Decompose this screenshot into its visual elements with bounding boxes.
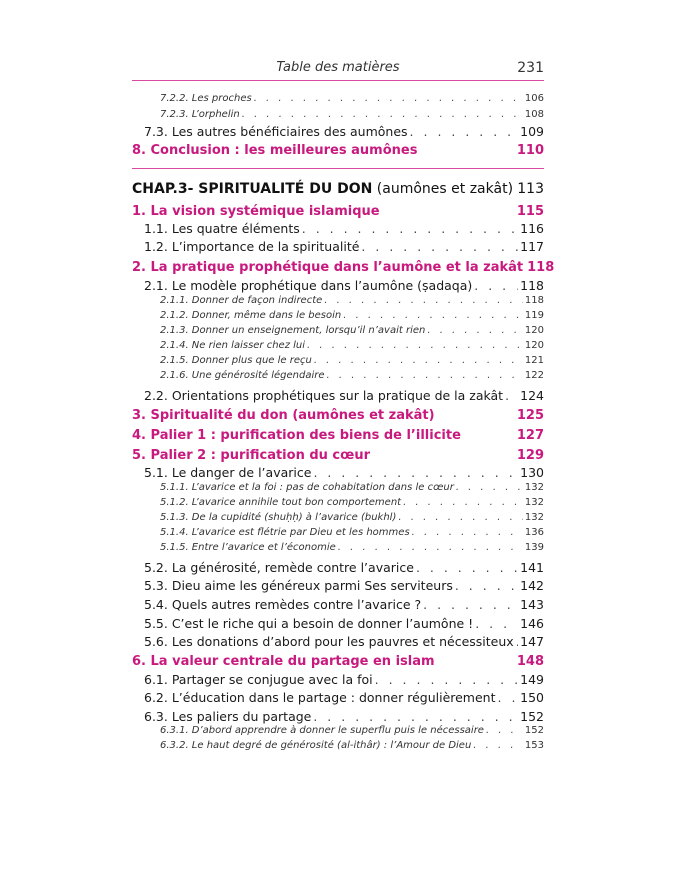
dot-leader xyxy=(313,465,518,480)
entry-page: 116 xyxy=(520,221,544,236)
entry-page: 121 xyxy=(524,355,544,366)
entry-page: 143 xyxy=(520,597,544,612)
toc-section-entry[interactable] xyxy=(132,448,544,463)
toc-entry[interactable] xyxy=(132,482,544,493)
toc-entry[interactable] xyxy=(132,310,544,321)
entry-page: 124 xyxy=(520,388,544,403)
entry-label: 5.1.5. Entre l’avarice et l’économie xyxy=(160,542,336,553)
dot-leader xyxy=(307,340,523,351)
chapter-suffix: (aumônes et zakât) xyxy=(372,181,514,197)
toc-entry[interactable] xyxy=(132,497,544,508)
chapter-rule xyxy=(132,168,544,169)
toc-entry[interactable] xyxy=(132,512,544,523)
toc-entry[interactable] xyxy=(132,239,544,254)
dot-leader xyxy=(302,221,518,236)
entry-page: 148 xyxy=(516,654,544,669)
toc-section-entry[interactable] xyxy=(132,260,555,275)
toc-entry[interactable] xyxy=(132,578,544,593)
dot-leader xyxy=(475,616,518,631)
entry-label: 2.2. Orientations prophétiques sur la pratique de la zakât xyxy=(144,388,504,403)
entry-page: 118 xyxy=(524,295,544,306)
entry-label: 4. Palier 1 : purification des biens de l’illicite xyxy=(132,428,461,443)
dot-leader xyxy=(242,109,523,120)
entry-page: 122 xyxy=(524,370,544,381)
entry-page: 139 xyxy=(524,542,544,553)
entry-page: 142 xyxy=(520,578,544,593)
toc-entry[interactable] xyxy=(132,560,544,575)
entry-page: 146 xyxy=(520,616,544,631)
entry-page: 129 xyxy=(516,448,544,463)
entry-page: 120 xyxy=(524,325,544,336)
entry-page: 149 xyxy=(520,672,544,687)
entry-label: 2.1.1. Donner de façon indirecte xyxy=(160,295,323,306)
entry-label: 2.1. Le modèle prophétique dans l’aumône (ṣadaqa) xyxy=(144,278,473,293)
entry-page: 109 xyxy=(520,124,544,139)
toc-entry[interactable] xyxy=(132,527,544,538)
toc-entry[interactable] xyxy=(132,597,544,612)
entry-label: 5.1.1. L’avarice et la foi : pas de cohabitation dans le cœur xyxy=(160,482,454,493)
entry-page: 152 xyxy=(520,709,544,724)
entry-label: 1.2. L’importance de la spiritualité xyxy=(144,239,360,254)
dot-leader xyxy=(412,527,523,538)
toc-entry[interactable] xyxy=(132,690,544,705)
running-title: Table des matières xyxy=(276,60,400,75)
entry-label: 6.2. L’éducation dans le partage : donner régulièrement xyxy=(144,690,496,705)
dot-leader xyxy=(314,355,523,366)
toc-entry[interactable] xyxy=(132,388,544,403)
toc-entry[interactable] xyxy=(132,370,544,381)
dot-leader xyxy=(456,482,523,493)
entry-page: 120 xyxy=(524,340,544,351)
entry-label: 5.4. Quels autres remèdes contre l’avarice ? xyxy=(144,597,422,612)
entry-page: 150 xyxy=(520,690,544,705)
entry-label: 6.3.2. Le haut degré de générosité (al-ithâr) : l’Amour de Dieu xyxy=(160,740,472,751)
running-head xyxy=(132,60,544,78)
dot-leader xyxy=(486,725,523,736)
entry-label: 3. Spiritualité du don (aumônes et zakât) xyxy=(132,408,435,423)
dot-leader xyxy=(423,597,518,612)
entry-label: 5.1. Le danger de l’avarice xyxy=(144,465,312,480)
toc-entry[interactable] xyxy=(132,709,544,724)
entry-page: 153 xyxy=(524,740,544,751)
dot-leader xyxy=(498,690,519,705)
toc-entry[interactable] xyxy=(132,634,544,649)
dot-leader xyxy=(427,325,523,336)
dot-leader xyxy=(398,512,523,523)
toc-entry[interactable] xyxy=(132,672,544,687)
entry-page: 119 xyxy=(524,310,544,321)
entry-label: 6. La valeur centrale du partage en islam xyxy=(132,654,435,669)
dot-leader xyxy=(254,93,523,104)
entry-label: 1. La vision systémique islamique xyxy=(132,204,380,219)
entry-page: 132 xyxy=(524,482,544,493)
toc-section-entry[interactable] xyxy=(132,204,544,219)
chapter-page: 113 xyxy=(517,181,544,197)
entry-label: 5.3. Dieu aime les généreux parmi Ses serviteurs xyxy=(144,578,453,593)
entry-page: 110 xyxy=(516,143,544,158)
dot-leader xyxy=(324,295,523,306)
toc-entry[interactable] xyxy=(132,725,544,736)
entry-label: 2.1.6. Une générosité légendaire xyxy=(160,370,325,381)
entry-label: 6.3. Les paliers du partage xyxy=(144,709,312,724)
entry-label: 5.1.3. De la cupidité (shuḥḥ) à l’avarice (bukhl) xyxy=(160,512,397,523)
entry-page: 141 xyxy=(520,560,544,575)
dot-leader xyxy=(338,542,523,553)
entry-label: 7.2.3. L’orphelin xyxy=(160,109,240,120)
entry-label: 2.1.3. Donner un enseignement, lorsqu’il n’avait rien xyxy=(160,325,426,336)
entry-page: 106 xyxy=(524,93,544,104)
entry-label: 2.1.2. Donner, même dans le besoin xyxy=(160,310,342,321)
toc-entry[interactable] xyxy=(132,109,544,120)
entry-label: 5.5. C’est le riche qui a besoin de donner l’aumône ! xyxy=(144,616,474,631)
entry-page: 125 xyxy=(516,408,544,423)
toc-entry[interactable] xyxy=(132,355,544,366)
entry-label: 7.3. Les autres bénéficiaires des aumônes xyxy=(144,124,408,139)
entry-label: 7.2.2. Les proches xyxy=(160,93,252,104)
dot-leader xyxy=(455,578,518,593)
entry-page: 136 xyxy=(524,527,544,538)
toc-entry[interactable] xyxy=(132,542,544,553)
toc-entry[interactable] xyxy=(132,124,544,139)
toc-entry[interactable] xyxy=(132,465,544,480)
entry-page: 118 xyxy=(527,260,555,275)
header-rule xyxy=(132,80,544,81)
dot-leader xyxy=(473,740,523,751)
entry-label: 5.1.4. L’avarice est flétrie par Dieu et les hommes xyxy=(160,527,410,538)
entry-page: 117 xyxy=(520,239,544,254)
dot-leader xyxy=(327,370,523,381)
toc-section-entry[interactable] xyxy=(132,654,544,669)
entry-label: 2. La pratique prophétique dans l’aumône et la zakât xyxy=(132,260,524,275)
entry-label: 5. Palier 2 : purification du cœur xyxy=(132,448,371,463)
entry-page: 127 xyxy=(516,428,544,443)
entry-page: 147 xyxy=(520,634,544,649)
entry-page: 115 xyxy=(516,204,544,219)
entry-page: 152 xyxy=(524,725,544,736)
toc-section-entry[interactable] xyxy=(132,428,544,443)
page-number: 231 xyxy=(517,60,544,76)
entry-label: 8. Conclusion : les meilleures aumônes xyxy=(132,143,418,158)
dot-leader xyxy=(410,124,519,139)
entry-page: 108 xyxy=(524,109,544,120)
dot-leader xyxy=(375,672,518,687)
toc-entry[interactable] xyxy=(132,295,544,306)
dot-leader xyxy=(343,310,523,321)
dot-leader xyxy=(516,634,518,649)
entry-page: 132 xyxy=(524,512,544,523)
toc-entry[interactable] xyxy=(132,93,544,104)
entry-label: 6.3.1. D’abord apprendre à donner le superflu puis le nécessaire xyxy=(160,725,484,736)
entry-label: 2.1.5. Donner plus que le reçu xyxy=(160,355,312,366)
dot-leader xyxy=(403,497,523,508)
toc-entry[interactable] xyxy=(132,221,544,236)
toc-entry[interactable] xyxy=(132,278,544,293)
entry-label: 5.6. Les donations d’abord pour les pauvres et nécessiteux xyxy=(144,634,514,649)
entry-label: 5.2. La générosité, remède contre l’avarice xyxy=(144,560,414,575)
entry-label: 6.1. Partager se conjugue avec la foi xyxy=(144,672,373,687)
entry-page: 118 xyxy=(520,278,544,293)
toc-entry[interactable] xyxy=(132,340,544,351)
chapter-prefix: CHAP.3- SPIRITUALITÉ DU DON xyxy=(132,181,373,197)
entry-label: 2.1.4. Ne rien laisser chez lui xyxy=(160,340,306,351)
chapter-heading[interactable] xyxy=(132,181,544,197)
dot-leader xyxy=(505,388,518,403)
dot-leader xyxy=(361,239,518,254)
toc-section-entry[interactable] xyxy=(132,408,544,423)
toc-entry[interactable] xyxy=(132,325,544,336)
dot-leader xyxy=(313,709,518,724)
toc-entry[interactable] xyxy=(132,740,544,751)
entry-page: 132 xyxy=(524,497,544,508)
toc-section-entry[interactable] xyxy=(132,143,544,158)
entry-label: 5.1.2. L’avarice annihile tout bon comportement xyxy=(160,497,402,508)
dot-leader xyxy=(416,560,518,575)
dot-leader xyxy=(474,278,518,293)
entry-label: 1.1. Les quatre éléments xyxy=(144,221,300,236)
entry-page: 130 xyxy=(520,465,544,480)
toc-entry[interactable] xyxy=(132,616,544,631)
